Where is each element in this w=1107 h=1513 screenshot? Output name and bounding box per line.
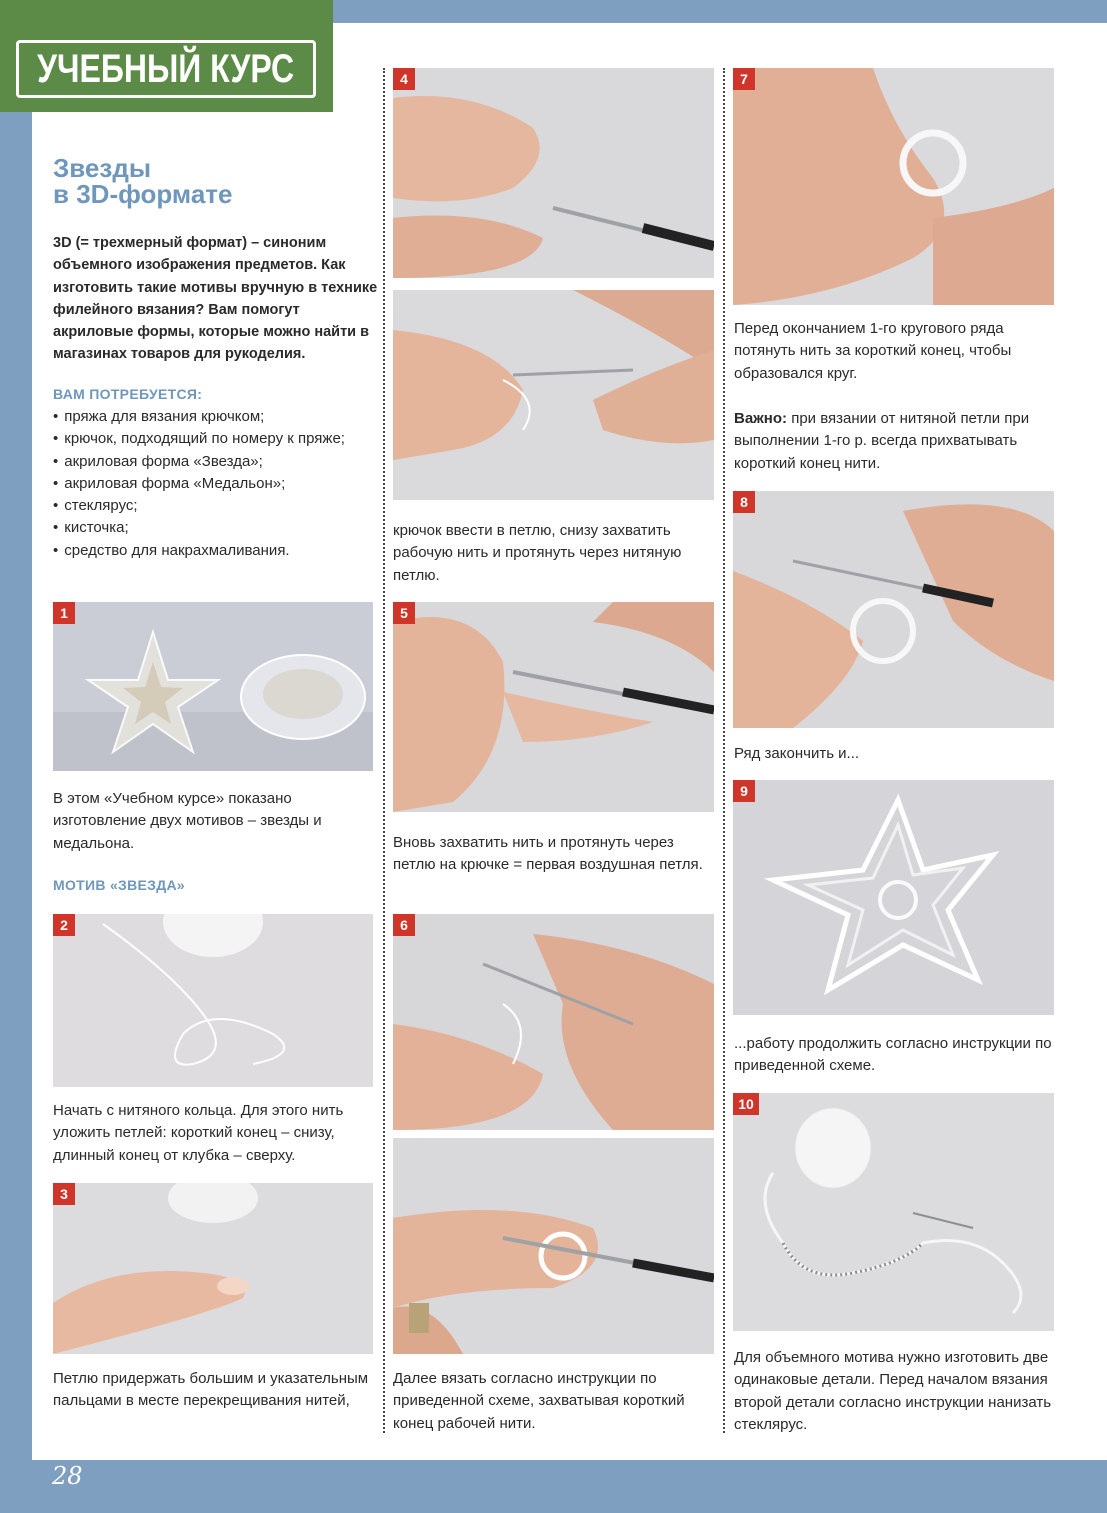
step-5-photo [393, 602, 714, 812]
step-8-photo [733, 491, 1054, 728]
step-6b-photo [393, 1138, 714, 1354]
step-8-caption: Ряд закончить и... [734, 745, 860, 762]
step-7-note [734, 408, 1056, 475]
list-item: • акриловая форма «Медальон»; [53, 474, 286, 492]
step-4-photo [393, 68, 714, 278]
list-item: • крючок, подходящий по номеру к пряже; [53, 430, 345, 448]
note-label: Важно: [734, 410, 788, 427]
badge-frame [16, 40, 316, 98]
step-number-badge: 5 [393, 602, 415, 624]
acrylic-forms-image [53, 602, 373, 771]
column-divider [383, 68, 385, 1433]
step-3-caption: Петлю придержать большим и указательным пальцами в месте перекрещивания нитей, [53, 1370, 369, 1410]
page-number: 28 [52, 1462, 83, 1490]
hook-into-loop-image [393, 68, 714, 278]
title-line-1: Звезды [53, 153, 152, 183]
crochet-continue-image [393, 914, 714, 1130]
step-10-caption: Для объемного мотива нужно изготовить две одинаковые детали. Перед началом вязания второй детали согласно инструкции нанизать стеклярус. [734, 1349, 1052, 1433]
list-item: • стеклярус; [53, 497, 138, 515]
step-4b-photo [393, 290, 714, 500]
step-9-photo [733, 780, 1054, 1015]
step-2-photo [53, 914, 373, 1087]
step-6-caption: Далее вязать согласно инструкции по приведенной схеме, захватывая короткий конец рабочей нити. [393, 1370, 685, 1432]
list-item: • средство для накрахмаливания. [53, 541, 290, 559]
finger-hold-image [53, 1183, 373, 1354]
step-number-badge: 2 [53, 914, 75, 936]
step-number-badge: 8 [733, 491, 755, 513]
step-6-photo [393, 914, 714, 1130]
list-item: • кисточка; [53, 519, 129, 537]
badge-label: УЧЕБНЫЙ КУРС [37, 46, 295, 91]
step-1-caption: В этом «Учебном курсе» показано изготовление двух мотивов – звезды и медальона. [53, 790, 322, 852]
step-number-badge: 4 [393, 68, 415, 90]
step-1-photo [53, 602, 373, 771]
crochet-star-image [733, 780, 1054, 1015]
close-ring-image [733, 68, 1054, 305]
step-number-badge: 9 [733, 780, 755, 802]
materials-list [53, 406, 373, 562]
materials-heading: ВАМ ПОТРЕБУЕТСЯ: [53, 386, 203, 402]
step-5-caption: Вновь захватить нить и протянуть через петлю на крючке = первая воздушная петля. [393, 834, 703, 874]
ring-crochet-image [393, 1138, 714, 1354]
step-4-caption: крючок ввести в петлю, снизу захватить рабочую нить и протянуть через нитяную петлю. [393, 522, 682, 584]
page-title [53, 155, 232, 207]
finish-row-image [733, 491, 1054, 728]
pull-thread-image [393, 290, 714, 500]
list-item: • пряжа для вязания крючком; [53, 408, 265, 425]
step-number-badge: 6 [393, 914, 415, 936]
title-line-2: в 3D-формате [53, 179, 233, 209]
thread-loop-image [53, 914, 373, 1087]
materials-block [53, 386, 373, 562]
left-band [0, 0, 32, 1513]
step-number-badge: 1 [53, 602, 75, 624]
step-number-badge: 7 [733, 68, 755, 90]
first-chain-image [393, 602, 714, 812]
yarn-beads-image [733, 1093, 1054, 1331]
list-item: • акриловая форма «Звезда»; [53, 452, 263, 470]
bottom-band [0, 1460, 1107, 1513]
step-number-badge: 3 [53, 1183, 75, 1205]
motif-heading: МОТИВ «ЗВЕЗДА» [53, 877, 186, 893]
step-7-photo [733, 68, 1054, 305]
intro-paragraph: 3D (= трехмерный формат) – синоним объемного изображения предметов. Как изготовить такие мотивы вручную в технике филейного вязания? Вам помогут акриловые формы, которые можно найти в магазинах товаров для рукоделия. [53, 235, 378, 363]
column-divider [723, 68, 725, 1433]
step-10-photo [733, 1093, 1054, 1331]
step-3-photo [53, 1183, 373, 1354]
step-2-caption: Начать с нитяного кольца. Для этого нить уложить петлей: короткий конец – снизу, длинный конец от клубка – сверху. [53, 1102, 344, 1164]
note-text: при вязании от нитяной петли при выполнении 1-го р. всегда прихватывать короткий конец нити. [734, 410, 1030, 472]
step-7-caption: Перед окончанием 1-го кругового ряда потянуть нить за короткий конец, чтобы образовался круг. [734, 320, 1012, 382]
step-number-badge: 10 [733, 1093, 759, 1115]
step-9-caption: ...работу продолжить согласно инструкции по приведенной схеме. [734, 1035, 1052, 1075]
section-badge [0, 0, 333, 112]
